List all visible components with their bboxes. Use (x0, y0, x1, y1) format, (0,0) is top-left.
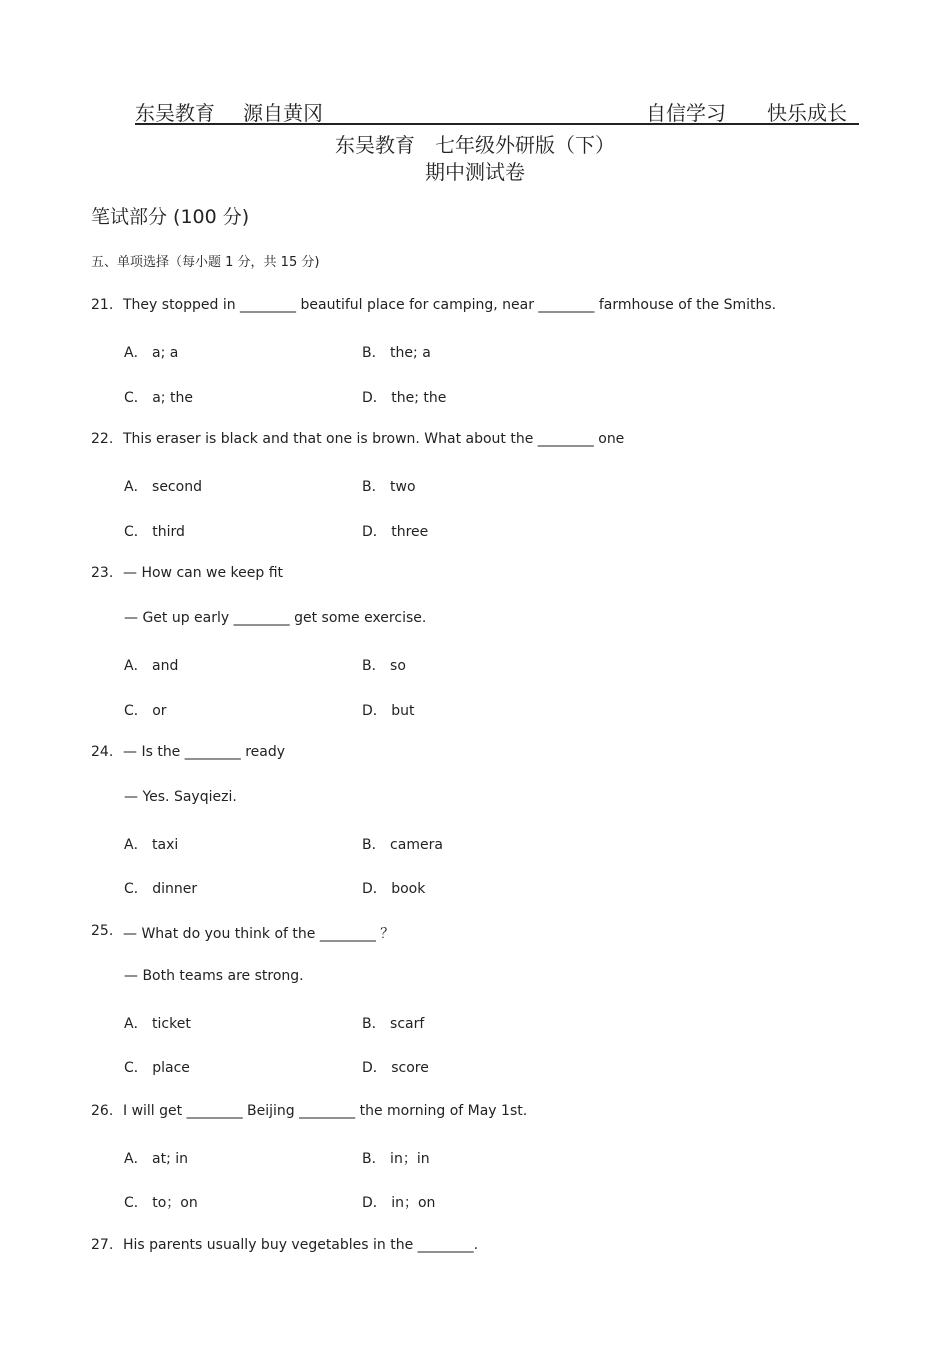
option-a[interactable]: A． ticket (124, 1016, 191, 1032)
question-stem: This eraser is black and that one is brown. What about the ________ one (123, 431, 625, 447)
header-right-slogan-1: 自信学习 (646, 101, 726, 125)
question-number: 25. (91, 923, 114, 939)
question-number: 22. (91, 431, 114, 447)
option-b[interactable]: B． two (362, 479, 416, 495)
question-stem: They stopped in ________ beautiful place for camping, near ________ farmhouse of the Smiths. (123, 297, 777, 313)
section-subheading: 五、单项选择（每小题 1 分，共 15 分) (91, 255, 320, 270)
header-right-slogan-2: 快乐成长 (767, 101, 847, 125)
page-title: 东吴教育 七年级外研版（下） (335, 133, 615, 157)
question-stem: I will get ________ Beijing ________ the morning of May 1st. (123, 1103, 528, 1119)
question-stem: — What do you think of the ________ ？ (123, 926, 395, 942)
header-left-brand: 东吴教育 (135, 101, 215, 125)
option-d[interactable]: D． the; the (362, 390, 447, 406)
question-stem: — Is the ________ ready (123, 744, 286, 760)
option-d[interactable]: D． in；on (362, 1195, 436, 1211)
header-rule (135, 123, 859, 125)
question-stem-line-2: — Both teams are strong. (124, 968, 304, 984)
option-a[interactable]: A． second (124, 479, 202, 495)
question-number: 26. (91, 1103, 114, 1119)
option-a[interactable]: A． at; in (124, 1151, 189, 1167)
option-b[interactable]: B． camera (362, 837, 443, 853)
option-c[interactable]: C． place (124, 1060, 190, 1076)
option-d[interactable]: D． score (362, 1060, 429, 1076)
option-c[interactable]: C． third (124, 524, 185, 540)
option-d[interactable]: D． but (362, 703, 415, 719)
page-subtitle: 期中测试卷 (425, 160, 525, 184)
option-b[interactable]: B． scarf (362, 1016, 425, 1032)
option-d[interactable]: D． three (362, 524, 429, 540)
option-b[interactable]: B． the; a (362, 345, 431, 361)
option-a[interactable]: A． taxi (124, 837, 179, 853)
option-a[interactable]: A． a; a (124, 345, 179, 361)
question-number: 23. (91, 565, 114, 581)
option-d[interactable]: D． book (362, 881, 426, 897)
option-c[interactable]: C． a; the (124, 390, 193, 406)
question-number: 21. (91, 297, 114, 313)
question-stem-line-2: — Yes. Sayqiezi. (124, 789, 237, 805)
option-b[interactable]: B． in；in (362, 1151, 430, 1167)
option-c[interactable]: C． or (124, 703, 167, 719)
header-left-slogan: 源自黄冈 (243, 101, 323, 125)
section-heading: 笔试部分 (100 分) (91, 206, 250, 228)
option-c[interactable]: C． dinner (124, 881, 198, 897)
question-stem: His parents usually buy vegetables in the ________. (123, 1237, 479, 1253)
option-b[interactable]: B． so (362, 658, 406, 674)
question-number: 24. (91, 744, 114, 760)
option-a[interactable]: A． and (124, 658, 179, 674)
question-stem: — How can we keep fit (123, 565, 284, 581)
question-number: 27. (91, 1237, 114, 1253)
question-stem-line-2: — Get up early ________ get some exercise. (124, 610, 427, 626)
option-c[interactable]: C． to；on (124, 1195, 198, 1211)
